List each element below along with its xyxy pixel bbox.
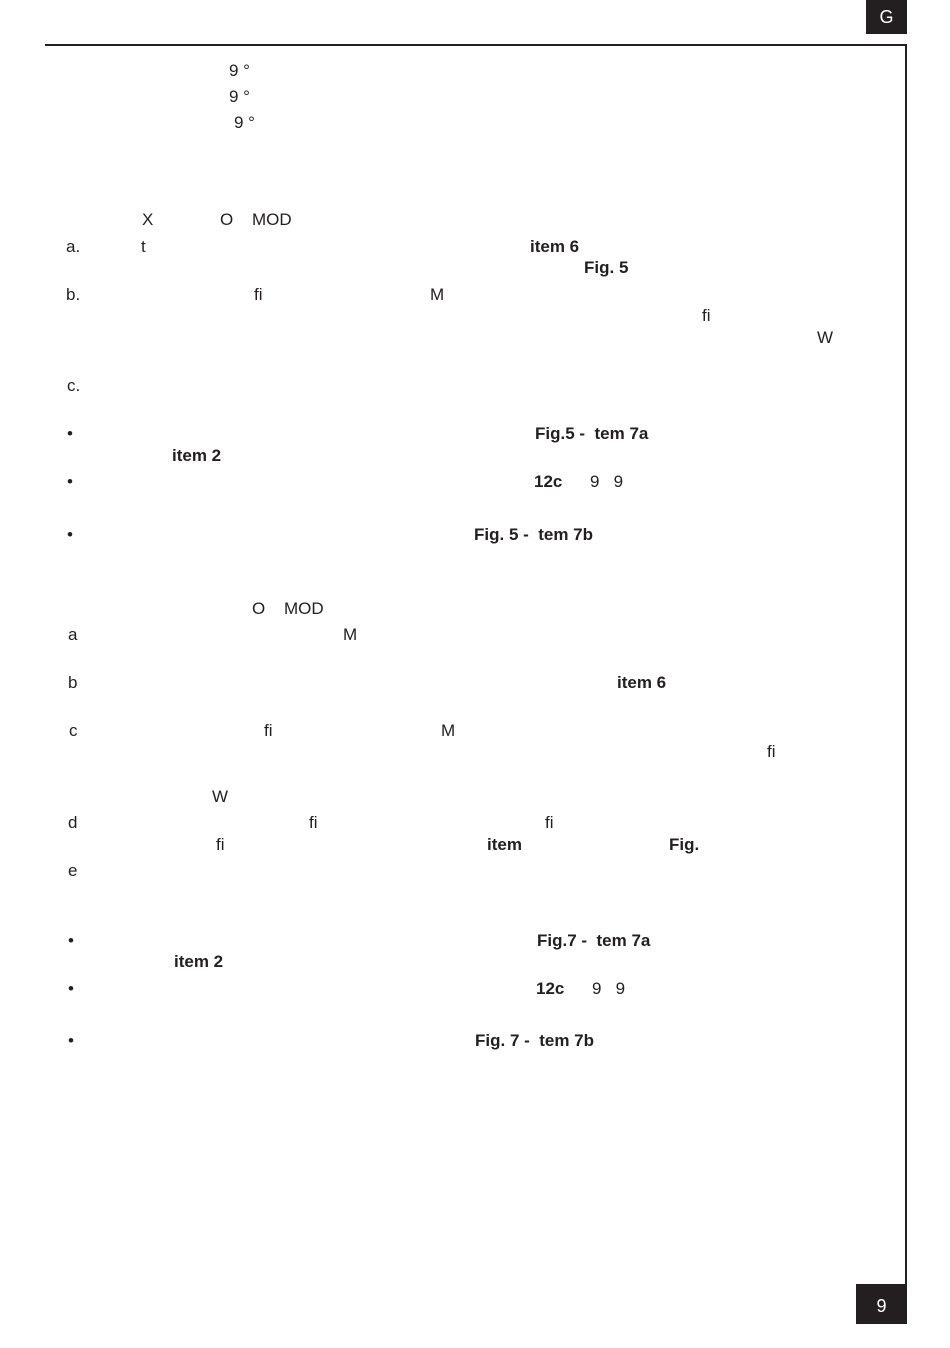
- text-fragment: fi: [254, 285, 263, 304]
- section-heading-fragment: MOD: [284, 599, 324, 618]
- text-fragment: fi: [545, 813, 554, 832]
- language-tab: G: [866, 0, 907, 34]
- step-label: b.: [66, 285, 81, 304]
- section-heading-fragment: O: [220, 210, 234, 229]
- text-fragment: W: [212, 787, 229, 806]
- text-fragment: fi: [767, 742, 776, 761]
- step-label: a: [68, 625, 78, 644]
- step-label: b: [68, 673, 78, 692]
- section-heading-fragment: O: [252, 599, 266, 618]
- item-reference: 12c: [534, 472, 563, 491]
- bullet: •: [68, 1031, 74, 1050]
- figure-reference: Fig. 5 - tem 7b: [474, 525, 594, 544]
- bullet: •: [67, 424, 73, 443]
- figure-reference: Fig.5 - tem 7a: [535, 424, 649, 443]
- item-reference: 12c: [536, 979, 565, 998]
- step-label: d: [68, 813, 78, 832]
- section-heading-fragment: X: [142, 210, 154, 229]
- text-fragment: fi: [216, 835, 225, 854]
- item-reference: item 6: [617, 673, 667, 692]
- bullet: •: [67, 525, 73, 544]
- number-fragment: 9 9: [590, 472, 624, 491]
- top-line: 9 °: [229, 61, 250, 80]
- text-fragment: M: [430, 285, 445, 304]
- text-fragment: W: [817, 328, 834, 347]
- figure-reference: Fig.: [669, 835, 700, 854]
- text-fragment: fi: [702, 306, 711, 325]
- top-line: 9 °: [229, 87, 250, 106]
- header-rule: [45, 44, 907, 46]
- bullet: •: [68, 979, 74, 998]
- text-fragment: t: [141, 237, 146, 256]
- page-number: 9: [856, 1284, 907, 1324]
- item-reference: item: [487, 835, 522, 854]
- top-line: 9 °: [234, 113, 255, 132]
- figure-reference: Fig.7 - tem 7a: [537, 931, 651, 950]
- figure-reference: Fig. 5: [584, 258, 629, 277]
- margin-rule: [905, 44, 907, 1324]
- step-label: a.: [66, 237, 81, 256]
- bullet: •: [67, 472, 73, 491]
- item-reference: item 2: [174, 952, 224, 971]
- section-heading-fragment: MOD: [252, 210, 292, 229]
- text-fragment: M: [441, 721, 456, 740]
- number-fragment: 9 9: [592, 979, 626, 998]
- step-label: c.: [67, 376, 81, 395]
- text-fragment: fi: [264, 721, 273, 740]
- item-reference: item 6: [530, 237, 580, 256]
- item-reference: item 2: [172, 446, 222, 465]
- text-fragment: fi: [309, 813, 318, 832]
- text-fragment: M: [343, 625, 358, 644]
- step-label: c: [69, 721, 78, 740]
- step-label: e: [68, 861, 78, 880]
- bullet: •: [68, 931, 74, 950]
- figure-reference: Fig. 7 - tem 7b: [475, 1031, 595, 1050]
